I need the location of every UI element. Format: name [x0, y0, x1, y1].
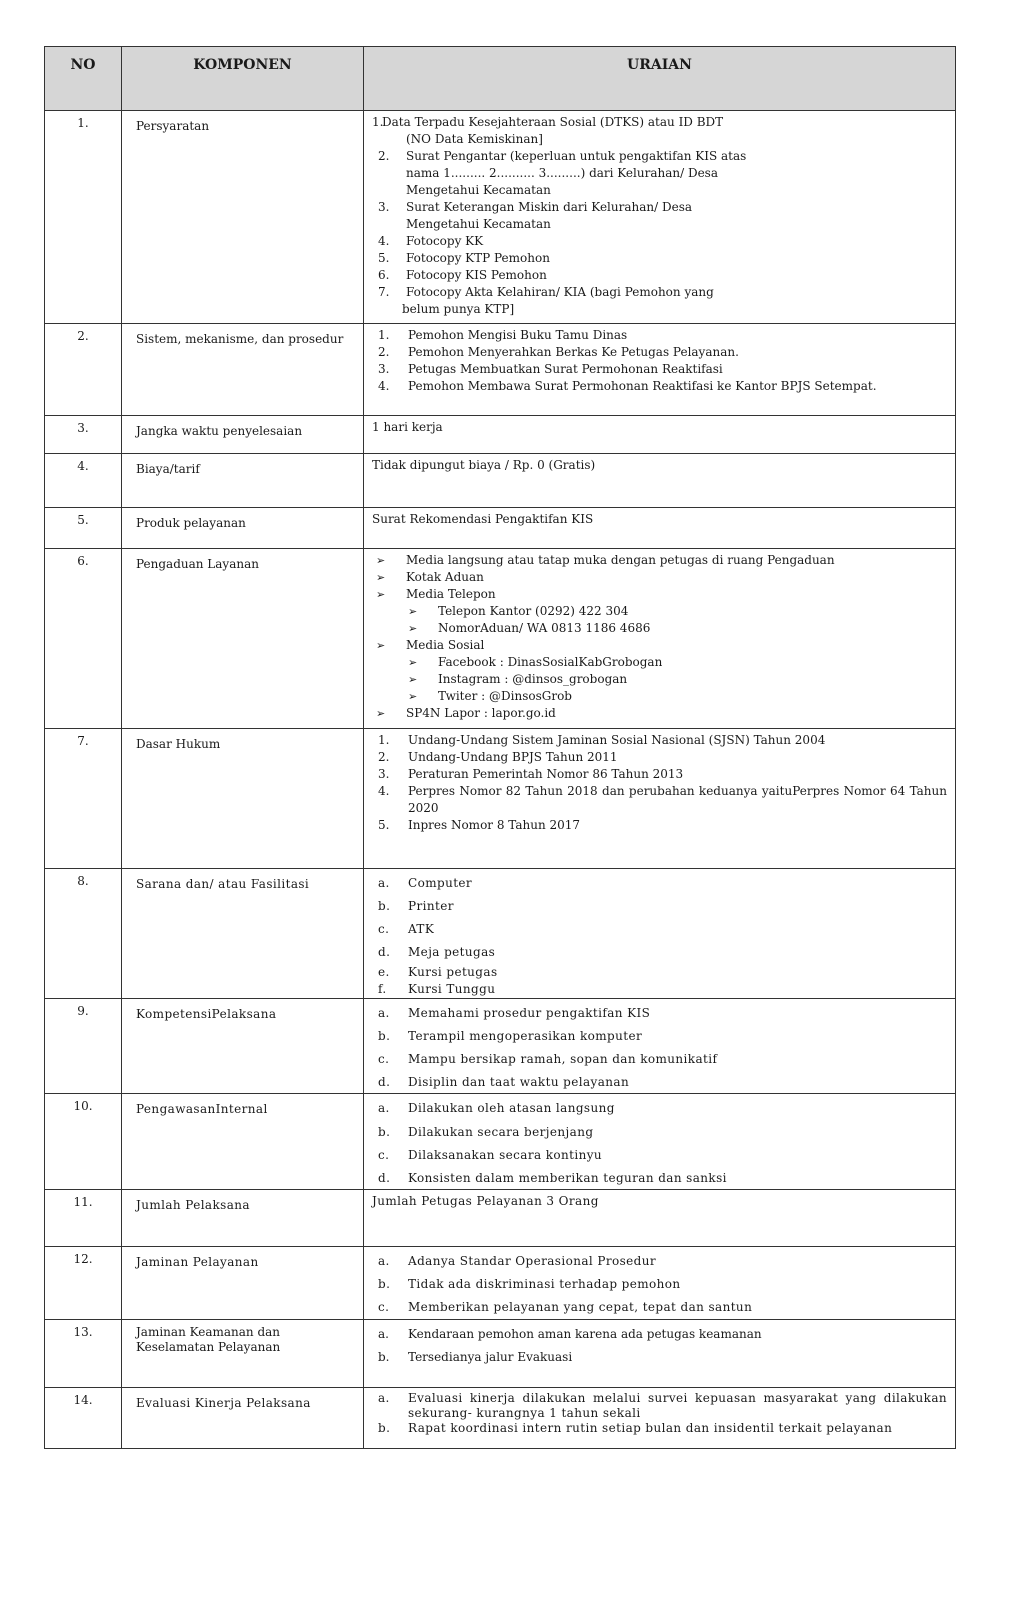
list-marker: b. [378, 1277, 391, 1291]
komponen-cell: Dasar Hukum [122, 729, 364, 869]
list-marker: d. [378, 945, 391, 959]
list-item-text: Twiter : @DinsosGrob [438, 689, 572, 703]
header-row [45, 47, 956, 111]
uraian-cell [364, 416, 956, 454]
list-marker: a. [378, 1254, 390, 1268]
list-item-text: Data Terpadu Kesejahteraan Sosial (DTKS) atau ID BDT [382, 115, 724, 129]
list-marker: a. [378, 1006, 390, 1020]
list-item [372, 895, 947, 918]
list-marker: d. [378, 1171, 391, 1185]
list-item [372, 1002, 947, 1025]
table-row [45, 1320, 956, 1388]
list-marker: b. [378, 1421, 391, 1435]
row-number: 9. [45, 999, 122, 1094]
list-item [372, 301, 947, 318]
komponen-cell: Sistem, mekanisme, dan prosedur [122, 324, 364, 416]
list-item-text: Pemohon Mengisi Buku Tamu Dinas [408, 328, 628, 342]
list-item-text: SP4N Lapor : lapor.go.id [406, 706, 556, 720]
uraian-cell [364, 111, 956, 324]
list-item [372, 817, 947, 834]
uraian-cell [364, 1247, 956, 1320]
list-item-text: Dilaksanakan secara kontinyu [408, 1148, 603, 1162]
list-item-text: Memberikan pelayanan yang cepat, tepat dan santun [408, 1300, 753, 1314]
list-item [372, 148, 947, 165]
komponen-cell: Jaminan Pelayanan [122, 1247, 364, 1320]
list-marker: b. [378, 1125, 391, 1139]
list-marker: 1. [378, 733, 390, 747]
list-item [372, 284, 947, 301]
list-item [372, 182, 947, 199]
list-item [372, 216, 947, 233]
table-row [45, 729, 956, 869]
row-number: 2. [45, 324, 122, 416]
list-marker [378, 216, 406, 233]
uraian-cell [364, 869, 956, 999]
list-item-text: Fotocopy KTP Pemohon [406, 251, 550, 265]
list-item-text: Konsisten dalam memberikan teguran dan sanksi [408, 1171, 727, 1185]
list-marker: 5. [378, 818, 390, 832]
list-marker: 1. [372, 115, 384, 129]
uraian-cell [364, 549, 956, 729]
arrow-bullet-icon: ➢ [376, 639, 386, 652]
list-item-text: Media Sosial [406, 638, 485, 652]
list-marker: 6. [378, 268, 390, 282]
list-marker: 2. [378, 345, 390, 359]
list-item-text: NomorAduan/ WA 0813 1186 4686 [438, 621, 651, 635]
list-item [372, 603, 947, 620]
list-item [372, 233, 947, 250]
list-item [372, 131, 947, 148]
list-item-text: (NO Data Kemiskinan] [406, 132, 543, 146]
table-row [45, 1094, 956, 1190]
list-marker [378, 165, 406, 182]
row-number: 1. [45, 111, 122, 324]
table-row [45, 869, 956, 999]
list-item [372, 1025, 947, 1048]
list-marker: a. [378, 1391, 390, 1405]
table-row [45, 454, 956, 508]
list-marker [372, 301, 402, 318]
row-number: 7. [45, 729, 122, 869]
uraian-cell [364, 1320, 956, 1388]
list-item-text: Inpres Nomor 8 Tahun 2017 [408, 818, 581, 832]
list-marker: b. [378, 1350, 390, 1364]
komponen-cell: PengawasanInternal [122, 1094, 364, 1190]
list-item-text: Mampu bersikap ramah, sopan dan komunikatif [408, 1052, 718, 1066]
uraian-cell [364, 999, 956, 1094]
table-row [45, 1247, 956, 1320]
list-marker: 4. [378, 379, 390, 393]
list-item [372, 941, 947, 964]
list-item [372, 1391, 947, 1421]
list-item [372, 1421, 947, 1436]
uraian-cell [364, 508, 956, 549]
header-no: NO [45, 47, 122, 111]
list-marker: 5. [378, 251, 390, 265]
table-row [45, 1388, 956, 1449]
list-marker: c. [378, 922, 390, 936]
list-marker [378, 182, 406, 199]
list-item-text: Media Telepon [406, 587, 496, 601]
list-item [372, 749, 947, 766]
list-marker: c. [378, 1300, 390, 1314]
list-marker: 4. [378, 784, 390, 798]
row-number: 5. [45, 508, 122, 549]
list-item [372, 981, 947, 998]
list-item [372, 250, 947, 267]
list-item [372, 1273, 947, 1296]
list-marker: a. [378, 1327, 389, 1341]
list-marker: 2. [378, 149, 390, 163]
list-item-text: Kursi Tunggu [408, 982, 496, 996]
list-item-text: Memahami prosedur pengaktifan KIS [408, 1006, 651, 1020]
list-item-text: Media langsung atau tatap muka dengan petugas di ruang Pengaduan [406, 553, 835, 567]
table-row [45, 324, 956, 416]
row-number: 6. [45, 549, 122, 729]
komponen-cell: Persyaratan [122, 111, 364, 324]
list-item [372, 1120, 947, 1144]
list-marker: d. [378, 1075, 391, 1089]
list-item-text: Kotak Aduan [406, 570, 484, 584]
row-number: 3. [45, 416, 122, 454]
komponen-cell: Evaluasi Kinerja Pelaksana [122, 1388, 364, 1449]
uraian-cell [364, 729, 956, 869]
list-item [372, 114, 947, 131]
list-item-text: Pemohon Menyerahkan Berkas Ke Petugas Pelayanan. [408, 345, 739, 359]
list-item [372, 918, 947, 941]
uraian-text: Tidak dipungut biaya / Rp. 0 (Gratis) [372, 458, 596, 472]
list-item-text: Tidak ada diskriminasi terhadap pemohon [408, 1277, 681, 1291]
row-number: 12. [45, 1247, 122, 1320]
list-item-text: ATK [408, 922, 435, 936]
header-uraian: URAIAN [364, 47, 956, 111]
list-item [372, 378, 947, 395]
header-komponen: KOMPONEN [122, 47, 364, 111]
list-item [372, 872, 947, 895]
komponen-cell: Jaminan Keamanan dan Keselamatan Pelayanan [122, 1320, 364, 1388]
table-row [45, 999, 956, 1094]
list-item-text: Kursi petugas [408, 965, 498, 979]
list-item [372, 1250, 947, 1273]
list-marker: 7. [378, 285, 390, 299]
arrow-bullet-icon: ➢ [376, 707, 386, 720]
list-marker: 3. [378, 362, 390, 376]
list-item-text: nama 1......... 2.......... 3.........) dari Kelurahan/ Desa [406, 166, 718, 180]
list-item-text: Tersedianya jalur Evakuasi [408, 1350, 573, 1364]
list-marker: 4. [378, 234, 390, 248]
list-item [372, 344, 947, 361]
row-number: 11. [45, 1190, 122, 1247]
list-item [372, 1296, 947, 1319]
service-standard-table [44, 46, 956, 1449]
uraian-cell [364, 324, 956, 416]
list-item-text: Surat Pengantar (keperluan untuk pengaktifan KIS atas [406, 149, 747, 163]
row-number: 14. [45, 1388, 122, 1449]
arrow-bullet-icon: ➢ [408, 656, 418, 669]
table-row [45, 416, 956, 454]
list-item-text: Fotocopy Akta Kelahiran/ KIA (bagi Pemohon yang [406, 285, 714, 299]
list-item-text: Kendaraan pemohon aman karena ada petugas keamanan [408, 1327, 762, 1341]
table-row [45, 508, 956, 549]
list-item-text: Telepon Kantor (0292) 422 304 [438, 604, 629, 618]
uraian-cell [364, 1094, 956, 1190]
arrow-bullet-icon: ➢ [408, 673, 418, 686]
list-item [372, 1048, 947, 1071]
list-item-text: Mengetahui Kecamatan [406, 217, 551, 231]
list-item-text: Rapat koordinasi intern rutin setiap bulan dan insidentil terkait pelayanan [408, 1421, 893, 1435]
list-item [372, 569, 947, 586]
list-item-text: Undang-Undang Sistem Jaminan Sosial Nasional (SJSN) Tahun 2004 [408, 733, 826, 747]
list-item [372, 732, 947, 749]
row-number: 10. [45, 1094, 122, 1190]
list-item [372, 267, 947, 284]
list-item [372, 637, 947, 654]
list-marker: c. [378, 1052, 390, 1066]
arrow-bullet-icon: ➢ [408, 605, 418, 618]
arrow-bullet-icon: ➢ [408, 690, 418, 703]
uraian-text: Surat Rekomendasi Pengaktifan KIS [372, 512, 594, 526]
list-item [372, 705, 947, 722]
list-marker [378, 131, 406, 148]
list-item [372, 199, 947, 216]
uraian-cell [364, 1388, 956, 1449]
list-item-text: Disiplin dan taat waktu pelayanan [408, 1075, 630, 1089]
list-marker: 3. [378, 767, 390, 781]
list-item-text: Meja petugas [408, 945, 496, 959]
list-item-text: Dilakukan oleh atasan langsung [408, 1101, 615, 1115]
list-item-text: Petugas Membuatkan Surat Permohonan Reaktifasi [408, 362, 723, 376]
list-item [372, 361, 947, 378]
list-item [372, 1144, 947, 1167]
list-item [372, 964, 947, 981]
list-item-text: Fotocopy KIS Pemohon [406, 268, 547, 282]
list-marker: f. [378, 982, 387, 996]
row-number: 13. [45, 1320, 122, 1388]
arrow-bullet-icon: ➢ [376, 571, 386, 584]
list-marker: 2. [378, 750, 390, 764]
list-item-text: Computer [408, 876, 473, 890]
list-item-text: Mengetahui Kecamatan [406, 183, 551, 197]
list-item-text: Dilakukan secara berjenjang [408, 1125, 594, 1139]
list-marker: b. [378, 1029, 391, 1043]
list-item-text: Fotocopy KK [406, 234, 484, 248]
list-item [372, 552, 947, 569]
list-marker: c. [378, 1148, 390, 1162]
list-item [372, 1071, 947, 1093]
list-item-text: Evaluasi kinerja dilakukan melalui survei kepuasan masyarakat yang dilakukan sekurang- kurangnya 1 tahun sekali [408, 1391, 947, 1420]
list-item-text: Perpres Nomor 82 Tahun 2018 dan perubahan keduanya yaituPerpres Nomor 64 Tahun 2020 [408, 784, 947, 815]
list-item-text: Peraturan Pemerintah Nomor 86 Tahun 2013 [408, 767, 684, 781]
list-item [372, 620, 947, 637]
list-item-text: Printer [408, 899, 454, 913]
list-item [372, 783, 947, 817]
list-marker: a. [378, 876, 390, 890]
list-item [372, 688, 947, 705]
list-item-text: Terampil mengoperasikan komputer [408, 1029, 643, 1043]
komponen-cell: Jangka waktu penyelesaian [122, 416, 364, 454]
list-item [372, 1323, 947, 1346]
list-item-text: Undang-Undang BPJS Tahun 2011 [408, 750, 618, 764]
list-marker: 3. [378, 200, 390, 214]
komponen-cell: Biaya/tarif [122, 454, 364, 508]
arrow-bullet-icon: ➢ [376, 554, 386, 567]
table-row [45, 111, 956, 324]
komponen-cell: Produk pelayanan [122, 508, 364, 549]
list-item-text: Pemohon Membawa Surat Permohonan Reaktifasi ke Kantor BPJS Setempat. [408, 379, 877, 393]
list-item [372, 1346, 947, 1369]
uraian-cell [364, 1190, 956, 1247]
list-item-text: Adanya Standar Operasional Prosedur [408, 1254, 656, 1268]
list-item [372, 586, 947, 603]
list-marker: e. [378, 965, 390, 979]
komponen-cell: KompetensiPelaksana [122, 999, 364, 1094]
list-item-text: Instagram : @dinsos_grobogan [438, 672, 628, 686]
list-item-text: Facebook : DinasSosialKabGrobogan [438, 655, 663, 669]
list-item [372, 766, 947, 783]
uraian-text: Jumlah Petugas Pelayanan 3 Orang [372, 1194, 599, 1208]
table-row [45, 549, 956, 729]
uraian-text: 1 hari kerja [372, 420, 443, 434]
arrow-bullet-icon: ➢ [408, 622, 418, 635]
list-marker: a. [378, 1101, 390, 1115]
row-number: 8. [45, 869, 122, 999]
list-marker: b. [378, 899, 391, 913]
list-item [372, 165, 947, 182]
arrow-bullet-icon: ➢ [376, 588, 386, 601]
list-item [372, 1097, 947, 1120]
uraian-cell [364, 454, 956, 508]
komponen-cell: Jumlah Pelaksana [122, 1190, 364, 1247]
list-item [372, 654, 947, 671]
list-item [372, 671, 947, 688]
list-item-text: Surat Keterangan Miskin dari Kelurahan/ Desa [406, 200, 693, 214]
list-marker: 1. [378, 328, 390, 342]
table-row [45, 1190, 956, 1247]
komponen-cell: Sarana dan/ atau Fasilitasi [122, 869, 364, 999]
list-item [372, 327, 947, 344]
komponen-cell: Pengaduan Layanan [122, 549, 364, 729]
list-item [372, 1167, 947, 1189]
row-number: 4. [45, 454, 122, 508]
list-item-text: belum punya KTP] [402, 302, 515, 316]
